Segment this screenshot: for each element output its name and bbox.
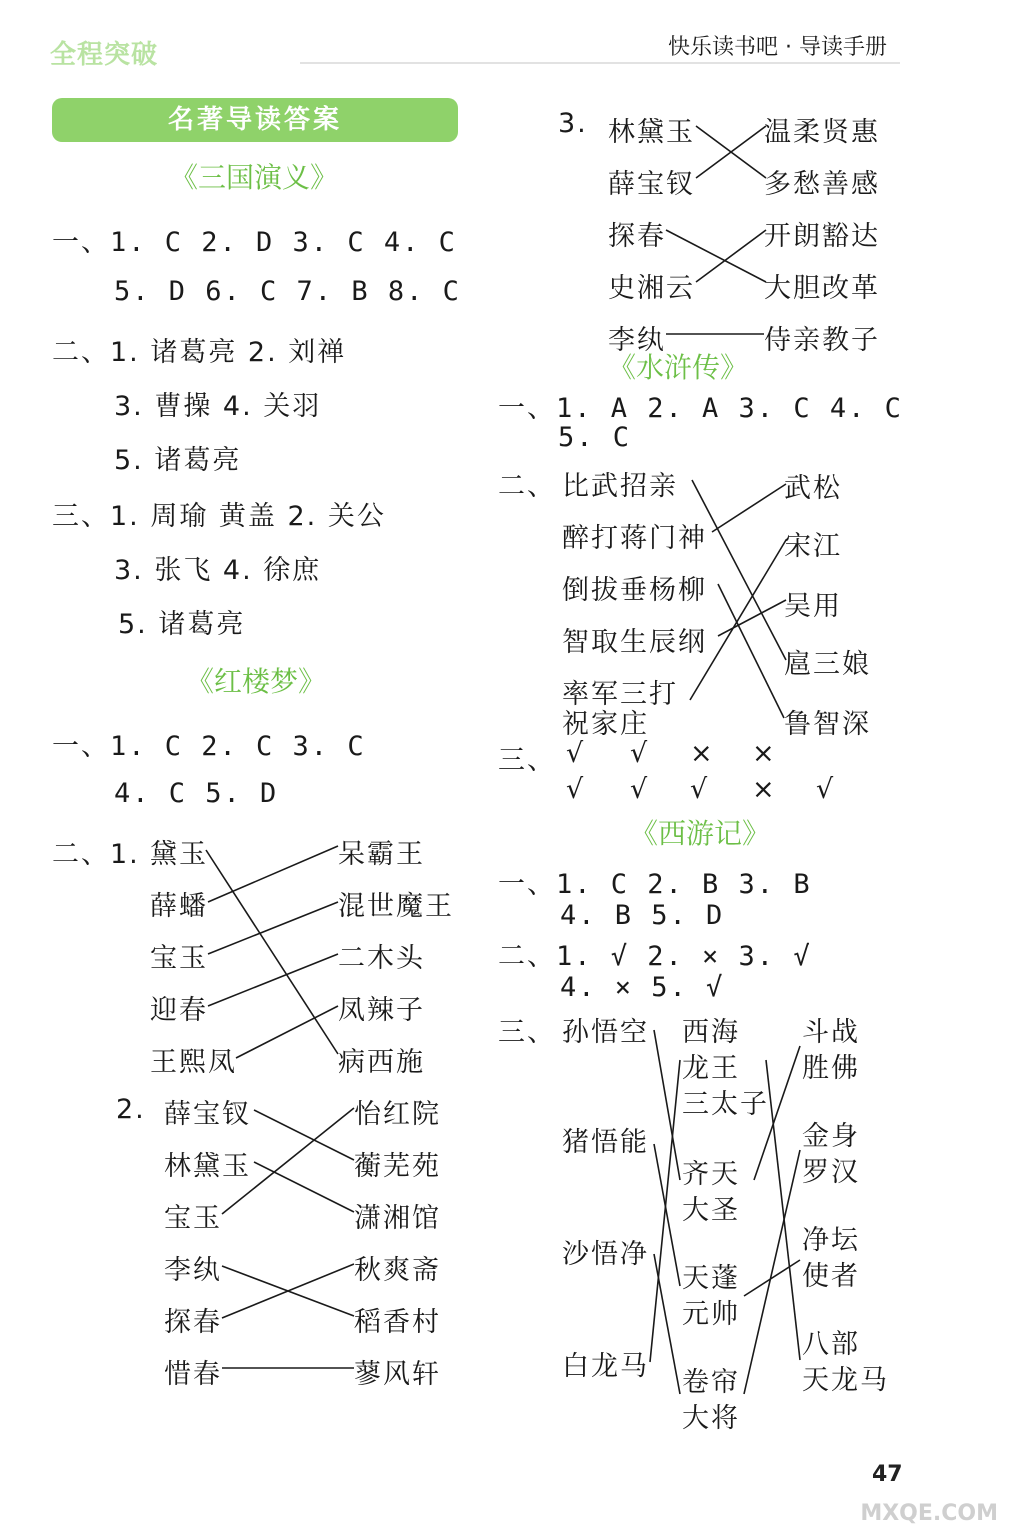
sgyy-s2-line2: 3. 曹操 4. 关羽 bbox=[114, 391, 322, 422]
shz-right-item: 宋江 bbox=[784, 531, 842, 562]
sgyy-s2-line1: 二、1. 诸葛亮 2. 刘禅 bbox=[52, 337, 347, 368]
hlm-q1-left-item: 宝玉 bbox=[150, 943, 208, 974]
match-line bbox=[222, 1264, 354, 1318]
hlm-q2-right-item: 蘅芜苑 bbox=[354, 1151, 441, 1182]
hlm-q1-left-item: 薛蟠 bbox=[150, 891, 208, 922]
hlm-q3-left-item: 林黛玉 bbox=[608, 117, 695, 148]
hlm-q1-right-item: 凤辣子 bbox=[338, 995, 425, 1026]
match-line bbox=[206, 850, 338, 1054]
match-line bbox=[696, 126, 766, 178]
hlm-q2-num: 2. bbox=[116, 1094, 146, 1125]
sgyy-s1-line1: 一、1. C 2. D 3. C 4. C bbox=[52, 227, 457, 258]
shz-left-item: 智取生辰纲 bbox=[562, 627, 707, 658]
hlm-q3-left-item: 李纨 bbox=[608, 325, 666, 356]
hlm-q2-right-item: 怡红院 bbox=[354, 1099, 441, 1130]
hlm-q2-left-item: 林黛玉 bbox=[164, 1151, 251, 1182]
xyj-right-item: 天龙马 bbox=[802, 1365, 889, 1396]
match-line bbox=[718, 600, 786, 636]
xyj-s2-line1: 二、1. √ 2. × 3. √ bbox=[498, 941, 812, 972]
match-line bbox=[254, 1162, 354, 1212]
xyj-s2-line2: 4. × 5. √ bbox=[560, 972, 725, 1003]
match-line bbox=[236, 1006, 338, 1058]
sgyy-s3-line3: 5. 诸葛亮 bbox=[118, 609, 246, 640]
hlm-q2-right-item: 秋爽斋 bbox=[354, 1255, 441, 1286]
shz-left-item: 倒拔垂杨柳 bbox=[562, 575, 707, 606]
brand-logo: 全程突破 bbox=[50, 40, 159, 70]
xyj-mid-item: 卷帘 bbox=[682, 1367, 740, 1398]
xyj-mid-item: 西海 bbox=[682, 1017, 740, 1048]
hlm-q2-left-item: 探春 bbox=[164, 1307, 222, 1338]
shz-left-item: 祝家庄 bbox=[562, 709, 649, 740]
hlm-q3-right-item: 开朗豁达 bbox=[764, 221, 880, 252]
book-title-sgyy: 《三国演义》 bbox=[170, 161, 339, 194]
xyj-mid-item: 大将 bbox=[682, 1403, 740, 1434]
sgyy-s3-line1: 三、1. 周瑜 黄盖 2. 关公 bbox=[52, 501, 386, 532]
match-line bbox=[654, 1030, 680, 1180]
xyj-right-item: 斗战 bbox=[802, 1017, 860, 1048]
header-divider bbox=[300, 62, 900, 64]
hlm-q1-left-item: 王熙凤 bbox=[150, 1047, 237, 1078]
match-line bbox=[208, 954, 338, 1006]
xyj-mid-item: 大圣 bbox=[682, 1195, 740, 1226]
shz-s3-mark: √ bbox=[630, 774, 650, 805]
hlm-q3-right-item: 温柔贤惠 bbox=[764, 117, 880, 148]
hlm-q3-left-item: 薛宝钗 bbox=[608, 169, 695, 200]
xyj-right-item: 罗汉 bbox=[802, 1157, 860, 1188]
match-line bbox=[744, 1260, 800, 1296]
match-line bbox=[766, 1060, 800, 1360]
match-line bbox=[654, 1254, 680, 1394]
hlm-q2-left-item: 薛宝钗 bbox=[164, 1099, 251, 1130]
match-line bbox=[650, 1060, 680, 1362]
shz-s1-line1: 一、1. A 2. A 3. C 4. C bbox=[498, 393, 903, 424]
xyj-s1-line1: 一、1. C 2. B 3. B bbox=[498, 869, 812, 900]
xyj-s3-prefix: 三、 bbox=[498, 1017, 556, 1048]
xyj-mid-item: 齐天 bbox=[682, 1159, 740, 1190]
shz-s3-mark: √ bbox=[566, 738, 586, 769]
shz-right-item: 鲁智深 bbox=[784, 709, 871, 740]
shz-left-item: 醉打蒋门神 bbox=[562, 523, 707, 554]
xyj-left-item: 沙悟净 bbox=[562, 1239, 649, 1270]
shz-s3-mark: √ bbox=[816, 774, 836, 805]
hlm-q1-right-item: 二木头 bbox=[338, 943, 425, 974]
hlm-q3-left-item: 探春 bbox=[608, 221, 666, 252]
shz-s3-mark: × bbox=[752, 774, 777, 805]
page-number: 47 bbox=[872, 1462, 903, 1487]
xyj-right-item: 使者 bbox=[802, 1261, 860, 1292]
match-line bbox=[654, 1144, 680, 1286]
match-line bbox=[254, 1110, 354, 1160]
match-line bbox=[222, 1266, 354, 1316]
shz-left-item: 比武招亲 bbox=[562, 471, 678, 502]
xyj-right-item: 八部 bbox=[802, 1329, 860, 1360]
watermark: MXQE.COM bbox=[860, 1501, 998, 1526]
shz-left-item: 率军三打 bbox=[562, 679, 678, 710]
book-title-hlm: 《红楼梦》 bbox=[186, 665, 327, 698]
hlm-q1-right-item: 呆霸王 bbox=[338, 839, 425, 870]
match-line bbox=[712, 484, 786, 532]
hlm-q3-left-item: 史湘云 bbox=[608, 273, 695, 304]
section-banner: 名著导读答案 bbox=[52, 98, 458, 142]
match-line bbox=[744, 1150, 800, 1394]
hlm-q2-left-item: 惜春 bbox=[164, 1359, 222, 1390]
hlm-q3-right-item: 多愁善感 bbox=[764, 169, 880, 200]
match-line bbox=[208, 846, 338, 902]
shz-s2-prefix: 二、 bbox=[498, 471, 556, 502]
shz-right-item: 吴用 bbox=[784, 591, 842, 622]
match-line bbox=[208, 902, 338, 954]
shz-s3-mark: √ bbox=[630, 738, 650, 769]
shz-s1-line2: 5. C bbox=[558, 422, 632, 453]
xyj-left-item: 白龙马 bbox=[562, 1351, 649, 1382]
xyj-left-item: 孙悟空 bbox=[562, 1017, 649, 1048]
xyj-mid-item: 龙王 bbox=[682, 1053, 740, 1084]
hlm-s2-prefix: 二、1. bbox=[52, 839, 140, 870]
hlm-q2-right-item: 稻香村 bbox=[354, 1307, 441, 1338]
xyj-s1-line2: 4. B 5. D bbox=[560, 900, 725, 931]
shz-s3-mark: √ bbox=[566, 774, 586, 805]
book-title-shz: 《水浒传》 bbox=[608, 351, 749, 384]
sgyy-s2-line3: 5. 诸葛亮 bbox=[114, 445, 242, 476]
shz-right-item: 扈三娘 bbox=[784, 649, 871, 680]
shz-right-item: 武松 bbox=[784, 473, 842, 504]
hlm-q3-right-item: 侍亲教子 bbox=[764, 325, 880, 356]
xyj-left-item: 猪悟能 bbox=[562, 1127, 649, 1158]
match-line bbox=[718, 584, 784, 718]
hlm-s1-line2: 4. C 5. D bbox=[114, 778, 279, 809]
hlm-q3-right-item: 大胆改革 bbox=[764, 273, 880, 304]
hlm-q2-right-item: 潇湘馆 bbox=[354, 1203, 441, 1234]
sgyy-s3-line2: 3. 张飞 4. 徐庶 bbox=[114, 555, 322, 586]
xyj-mid-item: 天蓬 bbox=[682, 1263, 740, 1294]
shz-s3-mark: √ bbox=[690, 774, 710, 805]
xyj-right-item: 净坛 bbox=[802, 1225, 860, 1256]
hlm-q3-num: 3. bbox=[558, 108, 588, 139]
header-title: 快乐读书吧 · 导读手册 bbox=[668, 35, 887, 60]
match-line bbox=[696, 126, 766, 178]
shz-s3-mark: × bbox=[752, 738, 777, 769]
hlm-q1-left-item: 迎春 bbox=[150, 995, 208, 1026]
xyj-mid-item: 三太子 bbox=[682, 1089, 769, 1120]
hlm-s1-line1: 一、1. C 2. C 3. C bbox=[52, 731, 366, 762]
hlm-q1-right-item: 病西施 bbox=[338, 1047, 425, 1078]
hlm-q2-left-item: 李纨 bbox=[164, 1255, 222, 1286]
shz-s3-prefix: 三、 bbox=[498, 745, 556, 776]
hlm-q2-left-item: 宝玉 bbox=[164, 1203, 222, 1234]
hlm-q1-right-item: 混世魔王 bbox=[338, 891, 454, 922]
hlm-q1-left-item: 黛玉 bbox=[150, 839, 208, 870]
sgyy-s1-line2: 5. D 6. C 7. B 8. C bbox=[114, 276, 461, 307]
xyj-right-item: 胜佛 bbox=[802, 1053, 860, 1084]
hlm-q2-right-item: 蓼风轩 bbox=[354, 1359, 441, 1390]
xyj-mid-item: 元帅 bbox=[682, 1299, 740, 1330]
book-title-xyj: 《西游记》 bbox=[630, 817, 771, 850]
match-line bbox=[696, 230, 766, 282]
xyj-right-item: 金身 bbox=[802, 1121, 860, 1152]
shz-s3-mark: × bbox=[690, 738, 715, 769]
